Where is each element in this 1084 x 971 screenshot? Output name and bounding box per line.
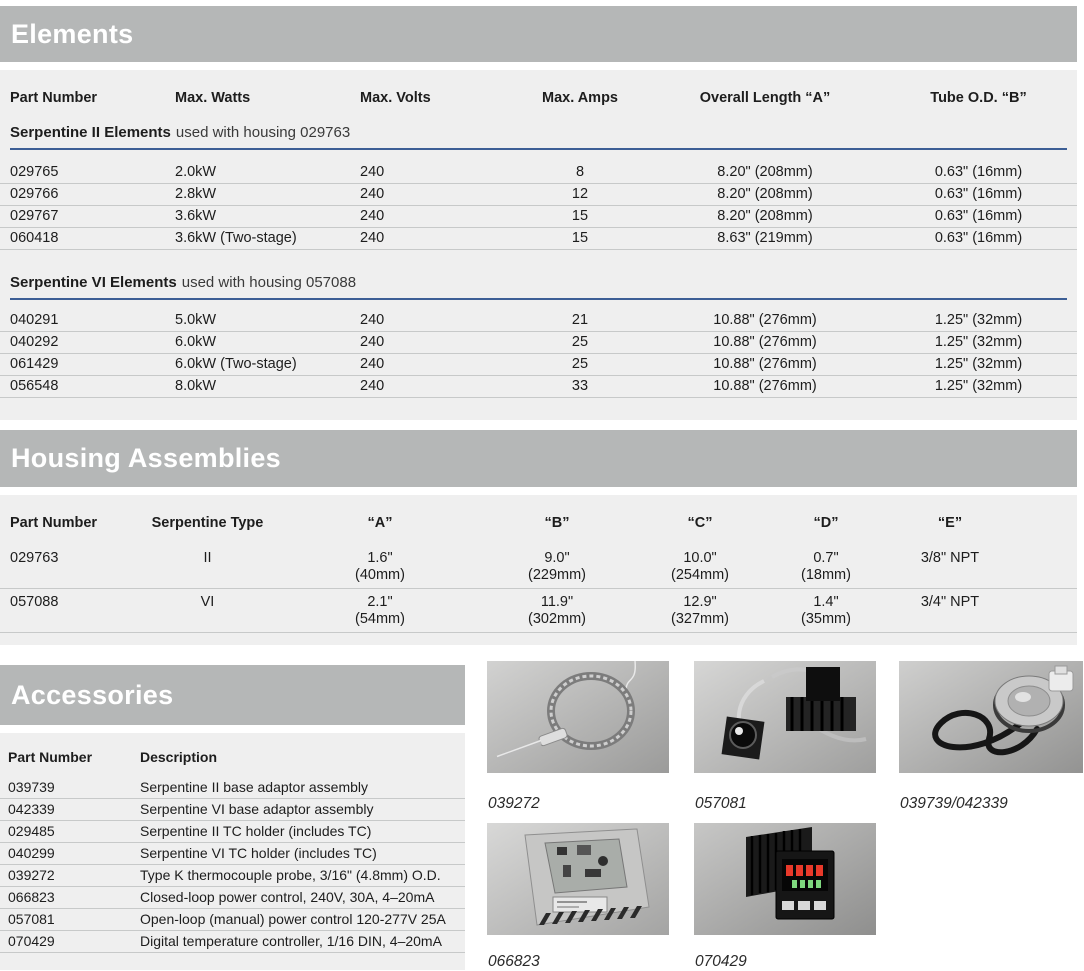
group-name: Serpentine II Elements (10, 124, 171, 141)
accessories-section-header (0, 665, 465, 725)
table-row (0, 887, 465, 909)
serpentine-vi-group-header (10, 274, 1067, 300)
dim-mm: (54mm) (355, 611, 405, 627)
max-watts-cell: 6.0kW (Two-stage) (175, 356, 297, 372)
table-row (0, 332, 1077, 354)
table-row (0, 843, 465, 865)
accessories-table (0, 733, 465, 970)
column-header-overall-length: Overall Length “A” (699, 90, 831, 106)
part-number-cell: 040291 (10, 312, 59, 328)
dim-d-cell (781, 594, 871, 628)
group-name: Serpentine VI Elements (10, 274, 177, 291)
column-header-max-amps: Max. Amps (541, 90, 618, 106)
serpentine-ii-rows (0, 162, 1077, 250)
dim-mm: (18mm) (801, 567, 851, 583)
dim-mm: (40mm) (355, 567, 405, 583)
column-header-a: “A” (367, 515, 393, 531)
max-watts-cell: 8.0kW (175, 378, 217, 394)
dim-b-cell (495, 594, 619, 628)
table-row (0, 865, 465, 887)
housing-table (0, 495, 1077, 645)
housing-section-header (0, 430, 1077, 487)
max-amps-cell: 21 (571, 312, 589, 328)
part-number-cell: 066823 (8, 889, 55, 905)
part-number-cell: 057081 (8, 911, 55, 927)
column-header-b: “B” (544, 515, 570, 531)
dim-a-cell (265, 594, 495, 628)
overall-length-cell: 10.88" (276mm) (713, 356, 817, 372)
table-row (0, 184, 1077, 206)
max-amps-cell: 15 (571, 208, 589, 224)
description-cell: Type K thermocouple probe, 3/16" (4.8mm) O.D. (140, 867, 441, 883)
photo-caption: 039739/042339 (900, 795, 1008, 812)
dim-c-cell (619, 594, 781, 628)
part-number-cell: 029763 (10, 550, 59, 566)
max-watts-cell: 2.0kW (175, 164, 217, 180)
table-row (0, 909, 465, 931)
tube-od-cell: 0.63" (16mm) (934, 208, 1023, 224)
dim-d-cell (781, 550, 871, 584)
column-header-e: “E” (937, 515, 963, 531)
column-header-max-watts: Max. Watts (175, 90, 251, 106)
elements-section-title: Elements (11, 19, 134, 49)
table-row (0, 354, 1077, 376)
max-volts-cell: 240 (360, 356, 385, 372)
dim-inches: 2.1" (367, 594, 393, 610)
overall-length-cell: 10.88" (276mm) (713, 312, 817, 328)
max-watts-cell: 3.6kW (175, 208, 217, 224)
part-number-cell: 029766 (10, 186, 59, 202)
description-cell: Closed-loop power control, 240V, 30A, 4–20mA (140, 889, 435, 905)
part-number-cell: 060418 (10, 230, 59, 246)
max-volts-cell: 240 (360, 312, 385, 328)
overall-length-cell: 10.88" (276mm) (713, 334, 817, 350)
description-cell: Serpentine II TC holder (includes TC) (140, 823, 372, 839)
max-amps-cell: 33 (571, 378, 589, 394)
column-header-description: Description (140, 749, 218, 765)
tube-od-cell: 1.25" (32mm) (934, 356, 1023, 372)
table-row (0, 589, 1077, 633)
dim-inches: 11.9" (540, 594, 574, 610)
open-loop-power-control-photo (694, 661, 876, 773)
table-row (0, 931, 465, 953)
max-amps-cell: 15 (571, 230, 589, 246)
column-header-max-volts: Max. Volts (360, 90, 431, 106)
description-cell: Serpentine II base adaptor assembly (140, 779, 369, 795)
max-volts-cell: 240 (360, 378, 385, 394)
photo-caption: 070429 (695, 953, 747, 970)
overall-length-cell: 8.20" (208mm) (717, 186, 813, 202)
overall-length-cell: 10.88" (276mm) (713, 378, 817, 394)
housing-rows (0, 545, 1077, 633)
max-amps-cell: 25 (571, 334, 589, 350)
description-cell: Digital temperature controller, 1/16 DIN, 4–20mA (140, 933, 442, 949)
table-row (0, 799, 465, 821)
part-number-cell: 056548 (10, 378, 59, 394)
column-header-part-number: Part Number (10, 90, 98, 106)
elements-section-header (0, 6, 1077, 62)
accessories-rows (0, 777, 465, 953)
dim-a-cell (265, 550, 495, 584)
part-number-cell: 040292 (10, 334, 59, 350)
max-watts-cell: 6.0kW (175, 334, 217, 350)
max-volts-cell: 240 (360, 230, 385, 246)
column-header-tube-od: Tube O.D. “B” (930, 90, 1027, 106)
housing-section-title: Housing Assemblies (11, 443, 281, 473)
part-number-cell: 039272 (8, 867, 55, 883)
part-number-cell: 029767 (10, 208, 59, 224)
dim-mm: (254mm) (670, 567, 729, 583)
part-number-cell: 040299 (8, 845, 55, 861)
dim-inches: 10.0" (683, 550, 717, 566)
table-row (0, 206, 1077, 228)
part-number-cell: 057088 (10, 594, 59, 610)
overall-length-cell: 8.20" (208mm) (717, 208, 813, 224)
table-row (0, 376, 1077, 398)
table-row (0, 545, 1077, 589)
column-header-part-number: Part Number (10, 515, 98, 531)
table-row (0, 228, 1077, 250)
max-amps-cell: 8 (575, 164, 585, 180)
overall-length-cell: 8.20" (208mm) (717, 164, 813, 180)
dim-mm: (302mm) (527, 611, 586, 627)
housing-column-headers (0, 515, 1077, 532)
tube-od-cell: 0.63" (16mm) (934, 164, 1023, 180)
table-row (0, 821, 465, 843)
accessories-column-headers (0, 747, 465, 768)
part-number-cell: 029485 (8, 823, 55, 839)
elements-table (0, 70, 1077, 420)
npt-cell: 3/8" NPT (920, 550, 980, 566)
description-cell: Serpentine VI base adaptor assembly (140, 801, 374, 817)
max-watts-cell: 5.0kW (175, 312, 217, 328)
dim-inches: 12.9" (683, 594, 717, 610)
dim-b-cell (495, 550, 619, 584)
column-header-spacer (1029, 515, 1077, 532)
group-note: used with housing 057088 (181, 274, 357, 291)
serpentine-vi-rows (0, 310, 1077, 398)
photo-caption: 066823 (488, 953, 540, 970)
dim-c-cell (619, 550, 781, 584)
dim-inches: 1.4" (813, 594, 839, 610)
photo-caption: 039272 (488, 795, 540, 812)
dim-inches: 1.6" (367, 550, 393, 566)
max-volts-cell: 240 (360, 164, 385, 180)
overall-length-cell: 8.63" (219mm) (717, 230, 813, 246)
max-amps-cell: 25 (571, 356, 589, 372)
base-adaptor-photo (899, 661, 1083, 773)
tube-od-cell: 0.63" (16mm) (934, 186, 1023, 202)
table-row (0, 777, 465, 799)
column-header-d: “D” (813, 515, 839, 531)
column-header-serpentine-type: Serpentine Type (151, 515, 264, 531)
part-number-cell: 039739 (8, 779, 55, 795)
serpentine-type-cell: II (203, 550, 212, 566)
part-number-cell: 029765 (10, 164, 59, 180)
npt-cell: 3/4" NPT (920, 594, 980, 610)
dim-mm: (327mm) (670, 611, 729, 627)
description-cell: Open-loop (manual) power control 120-277V 25A (140, 911, 446, 927)
elements-column-headers (0, 88, 1077, 109)
tube-od-cell: 1.25" (32mm) (934, 334, 1023, 350)
table-row (0, 162, 1077, 184)
dim-mm: (229mm) (527, 567, 586, 583)
max-watts-cell: 2.8kW (175, 186, 217, 202)
max-volts-cell: 240 (360, 334, 385, 350)
tube-od-cell: 0.63" (16mm) (934, 230, 1023, 246)
description-cell: Serpentine VI TC holder (includes TC) (140, 845, 377, 861)
part-number-cell: 042339 (8, 801, 55, 817)
max-amps-cell: 12 (571, 186, 589, 202)
dim-inches: 9.0" (544, 550, 570, 566)
serpentine-type-cell: VI (200, 594, 215, 610)
max-watts-cell: 3.6kW (Two-stage) (175, 230, 297, 246)
max-volts-cell: 240 (360, 186, 385, 202)
dim-mm: (35mm) (801, 611, 851, 627)
thermocouple-probe-photo (487, 661, 669, 773)
serpentine-ii-group-header (10, 124, 1067, 150)
tube-od-cell: 1.25" (32mm) (934, 378, 1023, 394)
closed-loop-power-control-photo (487, 823, 669, 935)
group-note: used with housing 029763 (175, 124, 351, 141)
max-volts-cell: 240 (360, 208, 385, 224)
photo-caption: 057081 (695, 795, 747, 812)
column-header-part-number: Part Number (8, 749, 93, 765)
tube-od-cell: 1.25" (32mm) (934, 312, 1023, 328)
accessories-section-title: Accessories (11, 680, 174, 710)
temperature-controller-photo (694, 823, 876, 935)
table-row (0, 310, 1077, 332)
column-header-c: “C” (687, 515, 713, 531)
part-number-cell: 061429 (10, 356, 59, 372)
part-number-cell: 070429 (8, 933, 55, 949)
dim-inches: 0.7" (813, 550, 839, 566)
